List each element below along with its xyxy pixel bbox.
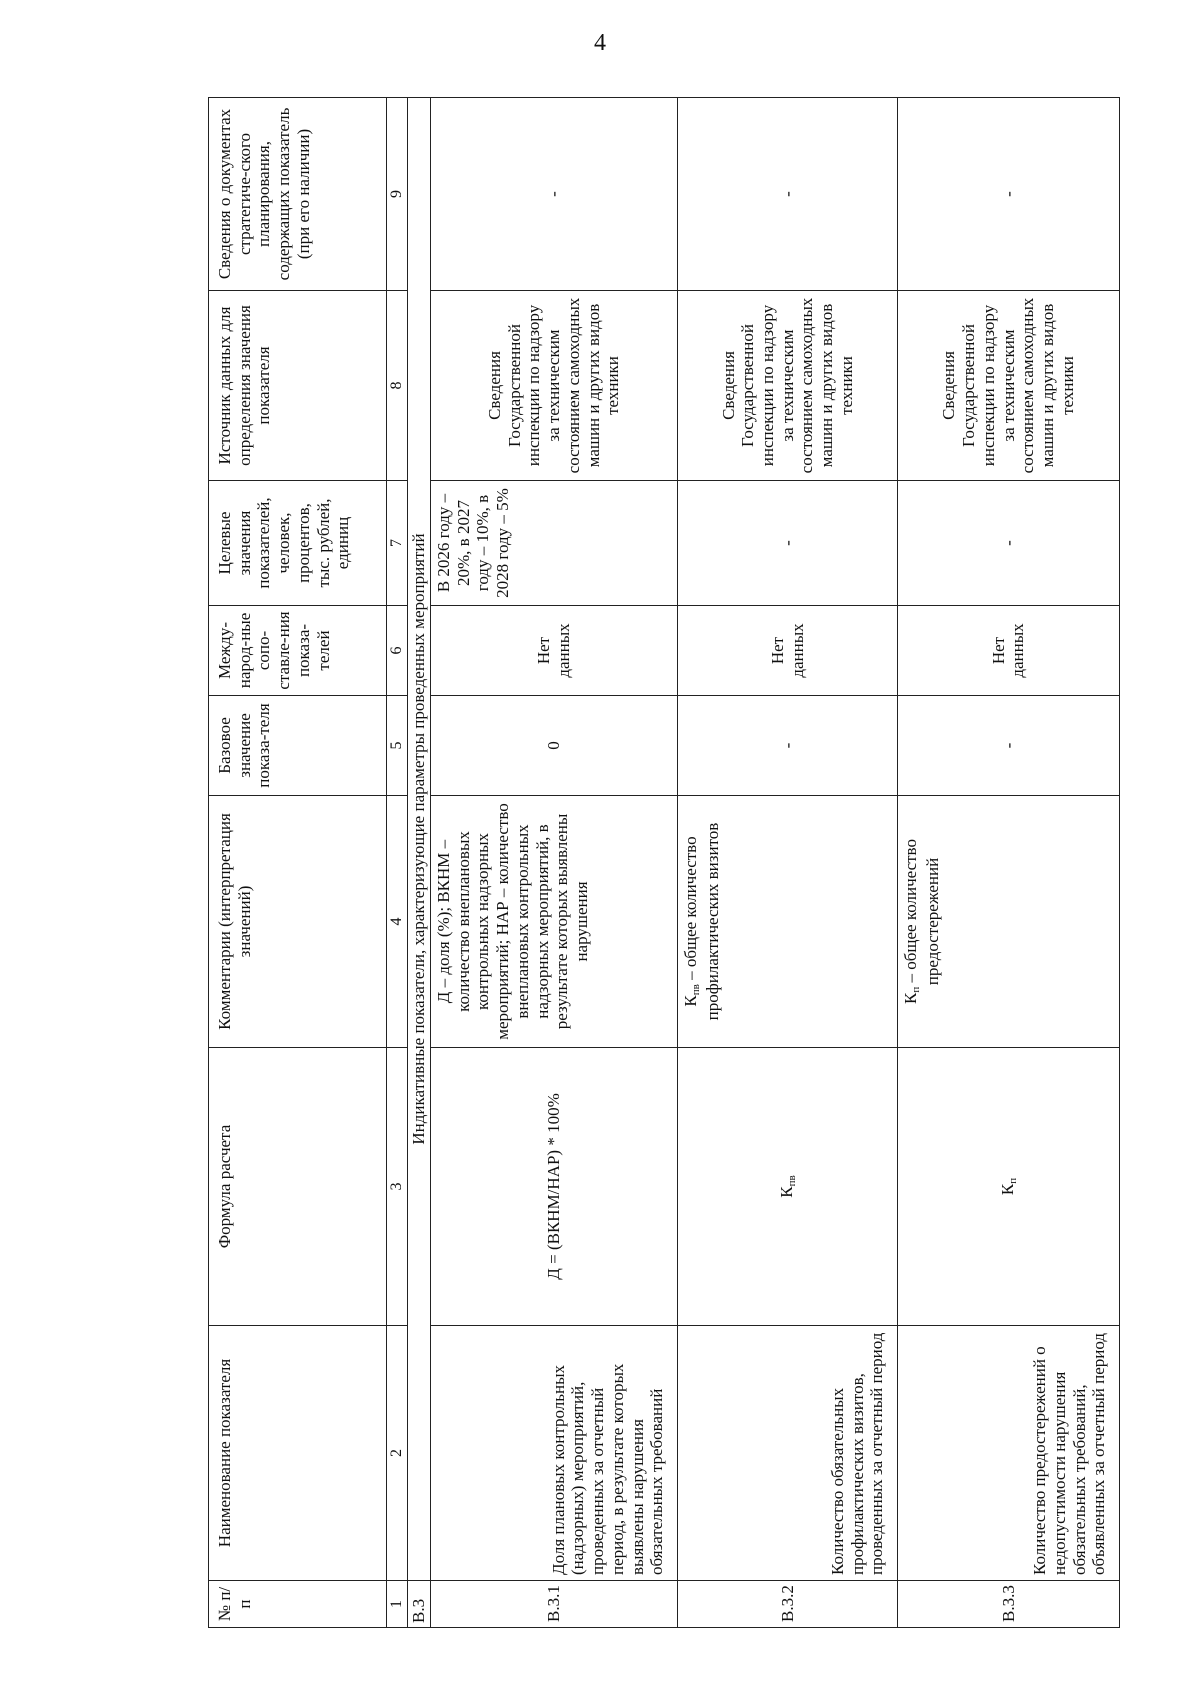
header-cell-base: Базовое значение показа-теля xyxy=(209,696,387,796)
indicators-table xyxy=(208,97,1120,1628)
comment-text: – общее количество предостережений xyxy=(900,839,942,987)
row-base-value: 0 xyxy=(430,696,677,796)
row-code: В.3.3 xyxy=(897,1581,1119,1628)
row-international: Нет данных xyxy=(430,606,677,696)
formula-symbol: К xyxy=(776,1186,796,1198)
page-number: 4 xyxy=(594,30,606,56)
row-comment: Д – доля (%); ВКНМ – количество внеплановых контрольных надзорных мероприятий; НАР – количество внеплановых контрольных надзорных мероприятий, в результате которых выявлены нарушения xyxy=(430,796,677,1048)
column-number: 3 xyxy=(387,1048,408,1326)
comment-subscript: п xyxy=(909,986,922,993)
header-cell-comment: Комментарии (интерпретация значений) xyxy=(209,796,387,1048)
formula-subscript: п xyxy=(1006,1177,1019,1184)
row-formula: Д = (ВКНМ/НАР) * 100% xyxy=(430,1048,677,1326)
column-number: 9 xyxy=(387,98,408,291)
row-target-values: - xyxy=(678,481,898,606)
row-strategic-docs: - xyxy=(678,98,898,291)
section-row xyxy=(407,98,430,1628)
comment-symbol: К xyxy=(900,992,920,1004)
header-cell-formula: Формула расчета xyxy=(209,1048,387,1326)
column-number: 4 xyxy=(387,796,408,1048)
row-target-values: В 2026 году – 20%, в 2027 году – 10%, в 2028 году – 5% xyxy=(430,481,677,606)
row-comment xyxy=(897,796,1119,1048)
row-target-values: - xyxy=(897,481,1119,606)
header-cell-intl: Между-народ-ные сопо-ставле-ния показа-телей xyxy=(209,606,387,696)
column-number: 8 xyxy=(387,291,408,481)
row-indicator-name: Количество обязательных профилактических визитов, проведенных за отчетный период xyxy=(678,1326,898,1581)
header-row xyxy=(209,98,387,1628)
table-row xyxy=(430,98,677,1628)
row-strategic-docs: - xyxy=(430,98,677,291)
comment-subscript: пв xyxy=(690,984,703,996)
section-code: В.3 xyxy=(407,1581,430,1628)
comment-symbol: К xyxy=(681,995,701,1007)
header-cell-number: № п/п xyxy=(209,1581,387,1628)
column-number: 5 xyxy=(387,696,408,796)
column-number: 6 xyxy=(387,606,408,696)
row-data-source: Сведения Государственной инспекции по надзору за техническим состоянием самоходных машин и других видов техники xyxy=(897,291,1119,481)
row-strategic-docs: - xyxy=(897,98,1119,291)
row-comment xyxy=(678,796,898,1048)
row-base-value: - xyxy=(678,696,898,796)
row-indicator-name: Количество предостережений о недопустимости нарушения обязательных требований, объявленных за отчетный период xyxy=(897,1326,1119,1581)
row-base-value: - xyxy=(897,696,1119,796)
column-number: 1 xyxy=(387,1581,408,1628)
comment-text: – общее количество профилактических визитов xyxy=(681,822,722,1021)
row-data-source: Сведения Государственной инспекции по надзору за техническим состоянием самоходных машин и других видов техники xyxy=(430,291,677,481)
row-formula xyxy=(678,1048,898,1326)
header-cell-target: Целевые значения показателей, человек, процентов, тыс. рублей, единиц xyxy=(209,481,387,606)
row-data-source: Сведения Государственной инспекции по надзору за техническим состоянием самоходных машин и других видов техники xyxy=(678,291,898,481)
section-title: Индикативные показатели, характеризующие параметры проведенных мероприятий xyxy=(407,98,430,1581)
table-row xyxy=(897,98,1119,1628)
column-number-row xyxy=(387,98,408,1628)
row-formula xyxy=(897,1048,1119,1326)
column-number: 7 xyxy=(387,481,408,606)
row-international: Нет данных xyxy=(678,606,898,696)
rotated-table-wrapper xyxy=(208,98,1120,1628)
column-number: 2 xyxy=(387,1326,408,1581)
row-code: В.3.2 xyxy=(678,1581,898,1628)
row-code: В.3.1 xyxy=(430,1581,677,1628)
row-international: Нет данных xyxy=(897,606,1119,696)
table-row xyxy=(678,98,898,1628)
header-cell-name: Наименование показателя xyxy=(209,1326,387,1581)
header-cell-docs: Сведения о документах стратегиче-ского планирования, содержащих показатель (при его наличии) xyxy=(209,98,387,291)
row-indicator-name: Доля плановых контрольных (надзорных) мероприятий, проведенных за отчетный период, в результате которых выявлены нарушения обязательных требований xyxy=(430,1326,677,1581)
formula-subscript: пв xyxy=(785,1175,798,1187)
formula-symbol: К xyxy=(997,1183,1017,1196)
header-cell-source: Источник данных для определения значения показателя xyxy=(209,291,387,481)
